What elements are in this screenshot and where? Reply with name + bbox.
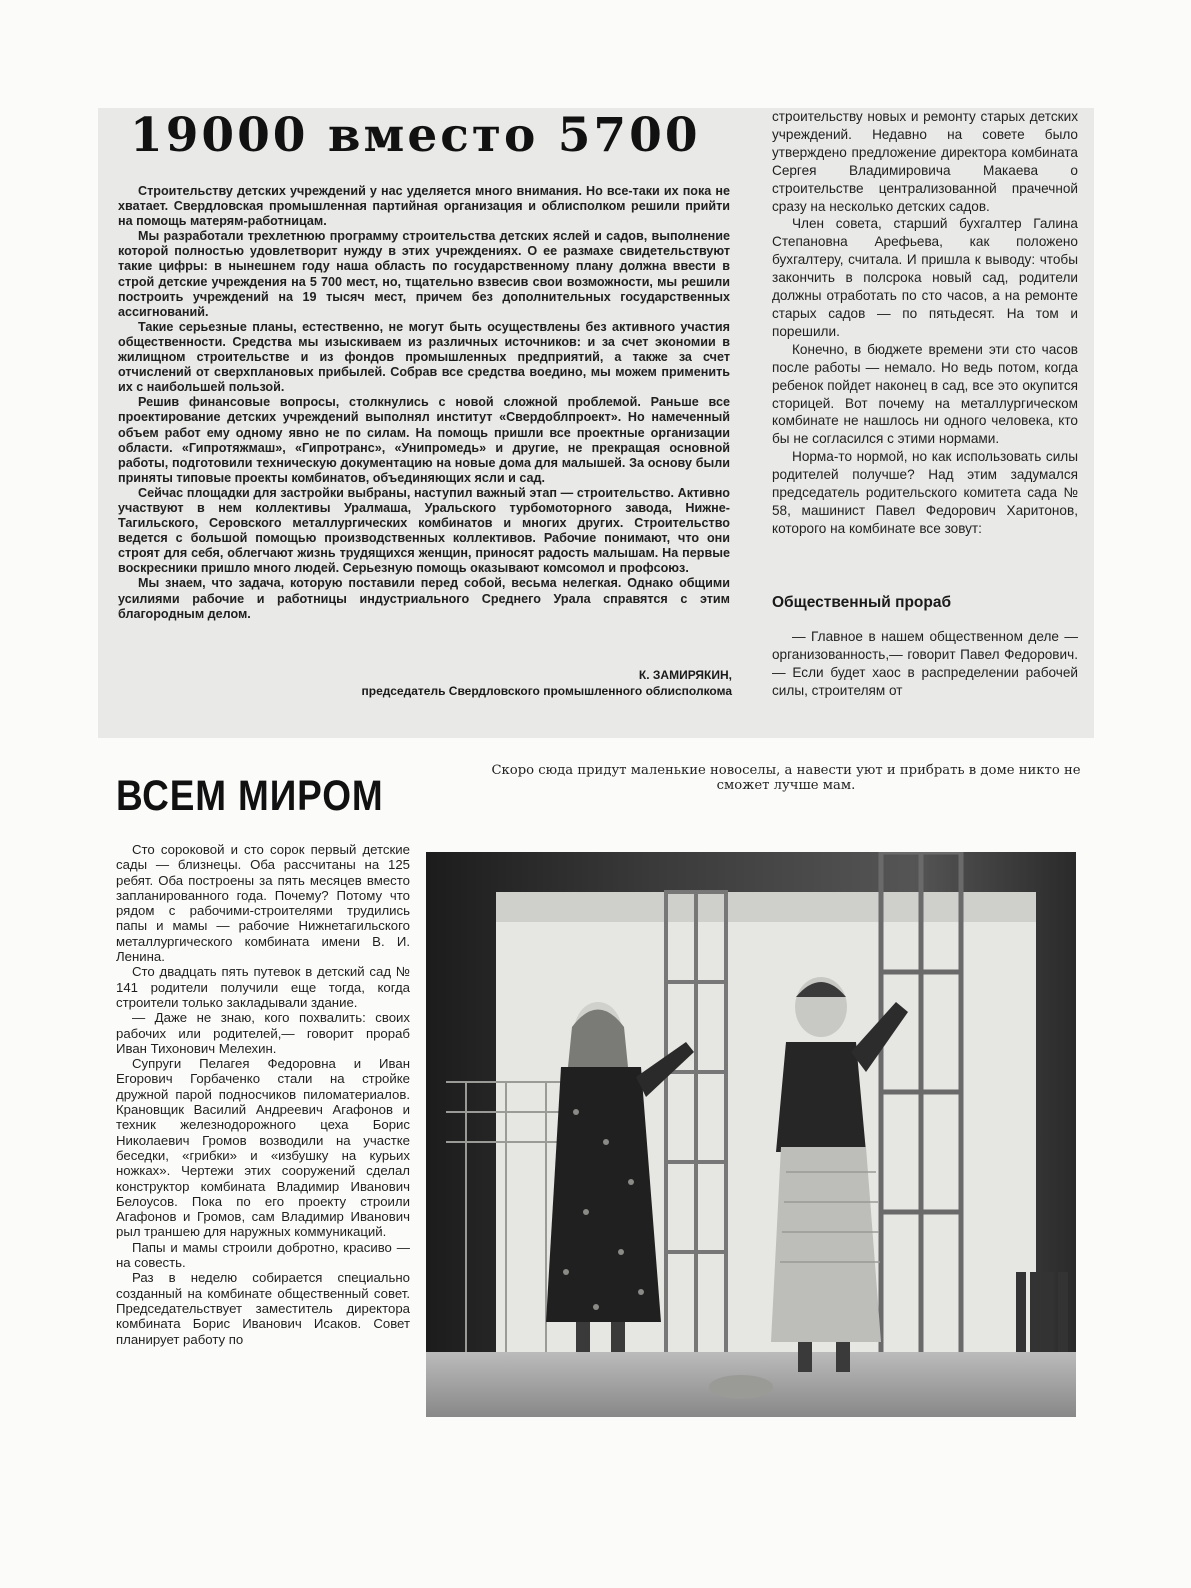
paragraph: — Главное в нашем общественном деле — организованность,— говорит Павел Федорович.— Если будет хаос в распределении рабочей силы, строителям от: [772, 629, 1078, 698]
paragraph: Такие серьезные планы, естественно, не могут быть осуществлены без активного участия общественности. Средства мы изыскиваем из различных источников: и за счет экономии в жилищном строительстве и из фондов промышленных предприятий, а также за счет отчислений от сверхплановых прибылей. Собрав все средства воедино, мы можем применить их с наибольшей пользой.: [118, 319, 730, 395]
paragraph: Супруги Пелагея Федоровна и Иван Егорович Горбаченко стали на стройке дружной парой подносчиков пиломатериалов. Крановщик Василий Андреевич Агафонов и техник железнодорожного цеха Борис Николаевич Громов возводили на участке беседки, «грибки» и «избушку на курьих ножках». Чертежи этих сооружений сделал конструктор комбината Владимир Иванович Белоусов. Пока по его проекту строили Агафонов и Громов, сам Владимир Иванович рыл траншею для наружных коммуникаций.: [116, 1056, 410, 1240]
signature-name: К. ЗАМИРЯКИН,: [638, 668, 732, 682]
paragraph: Норма-то нормой, но как использовать силы родителей получше? Над этим задумался председатель родительского комитета сада № 58, машинист Павел Федорович Харитонов, которого на комбинате все зовут:: [772, 449, 1078, 536]
paragraph: Строительству детских учреждений у нас уделяется много внимания. Но все-таки их пока не хватает. Свердловская промышленная партийная организация и облисполком решили прийти на помощь матерям-работницам.: [118, 184, 730, 229]
paragraph: Сто двадцать пять путевок в детский сад № 141 родители получили еще тогда, когда строители только закладывали здание.: [116, 964, 410, 1010]
article-body-19000: [118, 184, 730, 622]
paragraph: Мы знаем, что задача, которую поставили перед собой, весьма нелегкая. Однако общими усилиями рабочие и работницы индустриального Среднего Урала справятся с этим благородным делом.: [118, 576, 730, 621]
article-title-vsem-mirom: ВСЕМ МИРОМ: [116, 772, 384, 820]
article-title-19000: 19000 вместо 5700: [130, 108, 701, 163]
paragraph: Папы и мамы строили добротно, красиво — на совесть.: [116, 1239, 410, 1271]
paragraph: Конечно, в бюджете времени эти сто часов после работы — немало. Но ведь потом, когда ребенок пойдет наконец в сад, все это окупится сторицей. Вот почему на металлургическом комбинате не нашлось ни одного человека, кто бы не согласился с этими нормами.: [772, 341, 1078, 447]
signature-title: председатель Свердловского промышленного облисполкома: [361, 684, 732, 698]
paragraph: Сто сороковой и сто сорок первый детские сады — близнецы. Оба рассчитаны на 125 ребят. Оба построены за пять месяцев вместо запланированного года. Почему? Потому что рядом с рабочими-строителями трудились папы и мамы — рабочие Нижнетагильского металлургического комбината имени В. И. Ленина.: [116, 842, 410, 965]
article-body-vsem-mirom: [116, 842, 410, 1347]
paragraph: Решив финансовые вопросы, столкнулись с новой сложной проблемой. Раньше все проектирование детских учреждений выполнял институт «Свердоблпроект». Но намеченный объем работ ему одному явно не по силам. На помощь пришли все проектные организации области. «Гипротяжмаш», «Гипротранс», «Унипромедь» и другие, не прекращая основной работы, подготовили техническую документацию на новые дома для малышей. За основу были приняты типовые проекты комбинатов, объединяющих ясли и сад.: [118, 395, 730, 485]
paragraph: Член совета, старший бухгалтер Галина Степановна Арефьева, как положено бухгалтеру, считала. И пришла к выводу: чтобы закончить в полсрока новый сад, родители должны отработать по сто часов, а на ремонте старых садов — по пятьдесят. На том и порешили.: [772, 216, 1078, 339]
paragraph: Сейчас площадки для застройки выбраны, наступил важный этап — строительство. Активно участвуют в нем коллективы Уралмаша, Уральского турбомоторного завода, Нижне-Тагильского, Серовского металлургических комбинатов и многих других. Строительство ведется с большой помощью производственных коллективов. Рабочие понимают, что они строят для себя, облегчают жизнь трудящихся женщин, приносят радость малышам. На первые воскресники пришло много людей. Серьезную помощь оказывают комсомол и профсоюз.: [118, 485, 730, 576]
paragraph: Мы разработали трехлетнюю программу строительства детских яслей и садов, выполнение которой полностью удовлетворит нужду в этих учреждениях. О ее размахе свидетельствуют такие цифры: в нынешнем году наша область по государственному плану должна ввести в строй детские учреждения на 5 700 мест, но, тщательно взвесив свои возможности, мы решили построить учреждений на 19 тысяч мест, причем без дополнительных государственных ассигнований.: [118, 229, 730, 319]
right-column-continued: [772, 628, 1078, 700]
paragraph: Раз в неделю собирается специально созданный на комбинате общественный совет. Председательствует заместитель директора комбината Борис Иванович Исаков. Совет планирует работу по: [116, 1270, 410, 1347]
subheading: Общественный прораб: [772, 594, 952, 611]
right-column-text: [772, 108, 1078, 538]
photo-caption: Скоро сюда придут маленькие новоселы, а навести уют и прибрать в доме никто не сможет лучше мам.: [491, 763, 1081, 793]
paragraph: — Даже не знаю, кого похвалить: своих рабочих или родителей,— говорит прораб Иван Тихонович Мелехин.: [116, 1010, 410, 1056]
women-cleaning-windows-photo: [426, 852, 1076, 1417]
paragraph: строительству новых и ремонту старых детских учреждений. Недавно на совете было утверждено предложение директора комбината Сергея Владимировича Макаева о строительстве централизованной прачечной сразу на несколько детских садов.: [772, 109, 1078, 214]
